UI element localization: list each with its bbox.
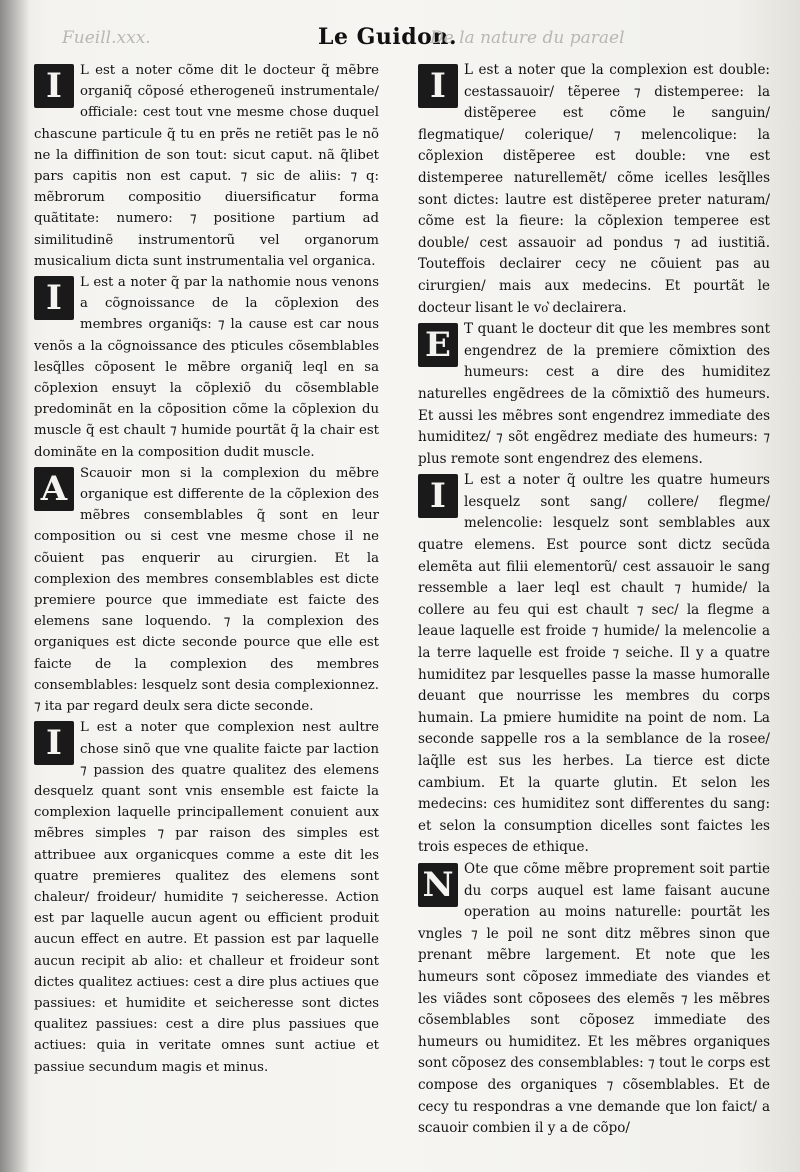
paragraph-text: L est a noter cõme dit le docteur q̃ mẽbre organiq̃ cõposé etherogeneũ instrumentale/ officiale: cest tout vne mesme chose duquel chascune particule q̃ tu en prẽs ne retiẽt pas le nõ ne la diffinition de son tout: sicut caput. nã q̃libet pars capitis non est caput. ⁊ sic de aliis: ⁊ q: mẽbrorum compositio diuersificatur forma quãtitate: numero: ⁊ positione partium ad similitudinẽ instrumentorũ vel organorum musicalium dicta sunt instrumentalia vel organica. <box>34 63 379 269</box>
paragraph-right-2 <box>418 319 770 470</box>
right-column <box>418 60 770 1140</box>
drop-cap: I <box>34 64 74 108</box>
drop-cap: A <box>34 467 74 511</box>
header-ghost-left: Fueill.xxx. <box>62 28 151 48</box>
paragraph-text: L est a noter que la complexion est double: cestassauoir/ tẽperee ⁊ distemperee: la distẽperee est cõme le sanguin/ flegmatique/ colerique/ ⁊ melencolique: la cõplexion distẽperee est double: vne est distemperee naturellemẽt/ cõme icelles lesq̃lles sont dictes: lautre est distẽperee preter naturam/ cõme est la fieure: la cõplexion temperee est double/ cest assauoir ad pondus ⁊ ad iustitiã. Touteffois declairer cecy ne cõuient pas au cirurgien/ mais aux medecins. Et pourtãt le docteur lisant le vo͛ declairera. <box>418 62 770 316</box>
paragraph-right-3 <box>418 470 770 859</box>
paragraph-text: L est a noter q̃ par la nathomie nous venons a cõgnoissance de la cõplexion des membres organiq̃s: ⁊ la cause est car nous venõs a la cõgnoissance des pticules cõsemblables lesq̃lles cõposent le mẽbre organiq̃ leql en sa cõplexion ensuyt la cõplexiõ du cõsemblable predominãt en la cõposition cõme la cõplexion du muscle q̃ est chault ⁊ humide pourtãt q̃ la chair est dominãte en la composition dudit muscle. <box>34 275 379 460</box>
running-header <box>0 24 800 54</box>
header-ghost-right: De la nature du parael <box>430 28 625 48</box>
drop-cap: E <box>418 323 458 367</box>
page-title: Le Guidon. <box>318 24 457 50</box>
paragraph-text: L est a noter q̃ oultre les quatre humeurs lesquelz sont sang/ collere/ flegme/ melencolie: lesquelz sont semblables aux quatre elemens. Est pource sont dictz secũda elemẽta aut filii elementorũ/ cest assauoir le sang ressemble a laer leql est chault ⁊ humide/ la collere au feu qui est chault ⁊ sec/ la flegme a leaue laquelle est froide ⁊ humide/ la melencolie a la terre laquelle est froide ⁊ seiche. Il y a quatre humiditez par lesquelles passe la masse humoralle deuant que nourrisse les membres du corps humain. La pmiere humidite na point de nom. La seconde sappelle ros a la semblance de la rosee/ laq̃lle est sus les herbes. La tierce est dicte cambium. Et la quarte glutin. Et selon les medecins: ces humiditez sont differentes du sang: et selon la consumption dicelles sont faictes les trois especes de ethique. <box>418 472 770 856</box>
drop-cap: I <box>34 721 74 765</box>
left-column <box>34 60 379 1078</box>
drop-cap: I <box>418 474 458 518</box>
paragraph-text: Scauoir mon si la complexion du mẽbre organique est differente de la cõplexion des mẽbres consemblables q̃ sont en leur composition ou si cest vne mesme chose il ne cõuient pas enquerir au cirurgien. Et la complexion des membres consemblables est dicte premiere pource que immediate est faicte des elemens sane loquendo. ⁊ la complexion des organiques est dicte seconde pource que elle est faicte de la complexion des membres consemblables: lesquelz sont desia complexionnez. ⁊ ita par regard deulx sera dicte seconde. <box>34 465 379 715</box>
paragraph-left-3 <box>34 463 379 717</box>
paragraph-right-1 <box>418 60 770 319</box>
paragraph-text: L est a noter que complexion nest aultre chose sinõ que vne qualite faicte par laction ⁊ passion des quatre qualitez des elemens desquelz quant sont vnis ensemble est faicte la complexion laquelle principallement conuient aux mẽbres simples ⁊ par raison des simples est attribuee aux organicques comme a este dit les quatre premieres qualitez des elemens sont chaleur/ froideur/ humidite ⁊ seicheresse. Action est par laquelle aucun agent ou efficient produit aucun effect en autre. Et passion est par laquelle aucun recipit ab alio: et challeur et froideur sont dictes qualitez actiues: cest a dire plus actiues que passiues: et humidite et seicheresse sont dictes qualitez passiues: cest a dire plus passiues que actiues: quia in veritate omnes sunt actiue et passiue secundum magis et minus. <box>34 720 379 1075</box>
drop-cap: I <box>34 276 74 320</box>
drop-cap: I <box>418 64 458 108</box>
gutter-shadow <box>0 0 30 1172</box>
paragraph-left-2 <box>34 272 379 463</box>
paragraph-left-1 <box>34 60 379 272</box>
paragraph-right-4 <box>418 859 770 1140</box>
paragraph-text: Ote que cõme mẽbre proprement soit partie du corps auquel est lame faisant aucune operation au moins naturelle: pourtãt les vngles ⁊ le poil ne sont ditz mẽbres sinon que prenant mẽbre largement. Et note que les humeurs sont cõposez immediate des viandes et les viãdes sont cõposees des elemẽs ⁊ les mẽbres cõsemblables sont cõposez immediate des humeurs ou humiditez. Et les mẽbres organiques sont cõposez des consemblables: ⁊ tout le corps est compose des organiques ⁊ cõsemblables. Et de cecy tu respondras a vne demande que lon faict/ a scauoir combien il y a de cõpo/ <box>418 860 770 1137</box>
paragraph-left-4 <box>34 717 379 1077</box>
drop-cap: N <box>418 863 458 907</box>
paragraph-text: T quant le docteur dit que les membres sont engendrez de la premiere cõmixtion des humeurs: cest a dire des humiditez naturelles engẽdrees de la cõmixtiõ des humeurs. Et aussi les mẽbres sont engendrez immediate des humiditez/ ⁊ sõt engẽdrez mediate des humeurs: ⁊ plus remote sont engendrez des elemens. <box>418 321 770 467</box>
